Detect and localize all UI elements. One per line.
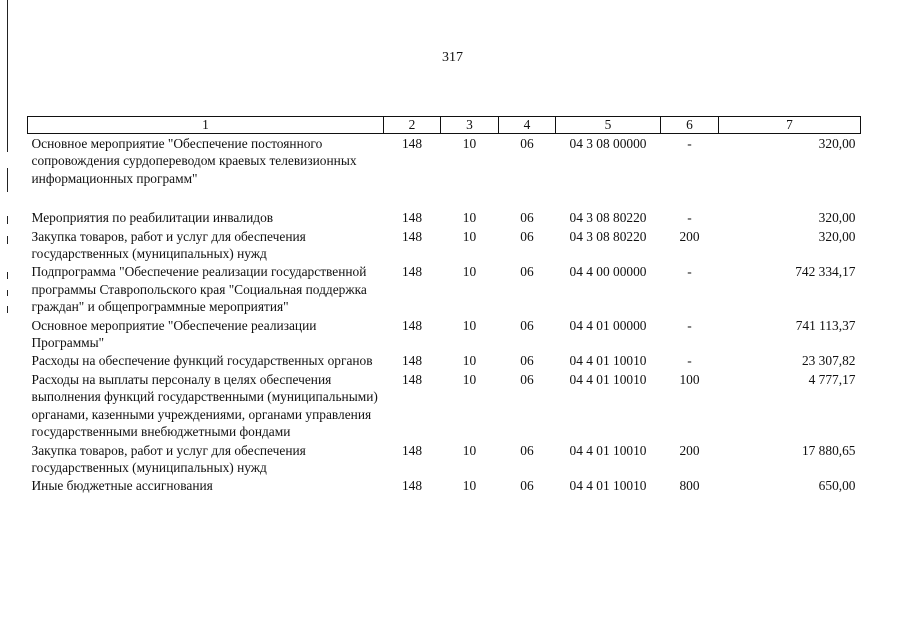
subsection-code: 06 [520,228,534,244]
item-name: Расходы на выплаты персоналу в целях обеспечения выполнения функций государственными (муниципальными) органами, казенными учреждениями, органами управления государственными внебюджетными фондами [31,371,378,440]
page-number: 317 [442,50,463,65]
subsection-code: 06 [520,478,534,494]
amount: 320,00 [818,228,856,244]
department-code: 148 [401,317,423,333]
target-article-code: 04 4 01 10010 [569,478,647,494]
column-header: 4 [499,117,556,134]
target-article-code: 04 3 08 80220 [569,210,647,226]
section-code: 10 [462,136,477,151]
expense-type-code: - [687,353,692,369]
department-code: 148 [401,210,423,226]
scan-edge-mark [7,290,8,296]
table-row [28,370,861,441]
table-row [28,208,861,226]
target-article-code: 04 4 01 00000 [569,317,647,333]
department-code: 148 [401,478,423,494]
department-code: 148 [401,353,423,369]
subsection-code: 06 [520,442,534,458]
table-row [28,351,861,369]
section-code: 10 [462,210,477,226]
department-code: 148 [401,136,423,151]
section-code: 10 [462,228,477,244]
target-article-code: 04 3 08 00000 [569,136,647,151]
expense-type-code: 800 [679,478,700,494]
amount: 650,00 [818,478,856,494]
subsection-code: 06 [520,210,534,226]
item-name: Закупка товаров, работ и услуг для обеспечения государственных (муниципальных) нужд [31,228,306,262]
budget-table [27,116,861,495]
target-article-code: 04 4 01 10010 [569,371,647,387]
target-article-code: 04 4 00 00000 [569,264,647,280]
section-code: 10 [462,317,477,333]
subsection-code: 06 [520,317,534,333]
column-header: 2 [384,117,441,134]
column-header: 5 [556,117,661,134]
column-header: 1 [28,117,384,134]
department-code: 148 [401,228,423,244]
department-code: 148 [401,442,423,458]
item-name: Мероприятия по реабилитации инвалидов [31,210,274,226]
department-code: 148 [401,371,423,387]
amount: 17 880,65 [801,442,856,458]
item-name: Иные бюджетные ассигнования [31,478,213,494]
subsection-code: 06 [520,264,534,280]
scan-edge-mark [7,272,8,279]
table-row [28,134,861,188]
column-header: 3 [441,117,499,134]
expense-type-code: - [687,210,692,226]
item-name: Основное мероприятие "Обеспечение реализации Программы" [31,317,317,351]
amount: 742 334,17 [795,264,856,280]
scan-edge-mark [7,216,8,224]
table-row [28,227,861,263]
column-header: 7 [719,117,861,134]
item-name: Расходы на обеспечение функций государственных органов [31,353,373,369]
section-code: 10 [462,478,477,494]
expense-type-code: - [687,317,692,333]
expense-type-code: - [687,136,692,151]
section-code: 10 [462,442,477,458]
item-name: Закупка товаров, работ и услуг для обеспечения государственных (муниципальных) нужд [31,442,306,475]
table-row [28,476,861,494]
table-row [28,441,861,477]
target-article-code: 04 3 08 80220 [569,228,647,244]
item-name: Подпрограмма "Обеспечение реализации государственной программы Ставропольского края "Социальная поддержка граждан" и общепрограммные мероприятия" [31,264,367,315]
target-article-code: 04 4 01 10010 [569,353,647,369]
amount: 741 113,37 [795,317,856,333]
section-code: 10 [462,353,477,369]
subsection-code: 06 [520,353,534,369]
header-row [28,117,861,134]
scan-edge-mark [7,236,8,244]
spacer-row [28,187,861,208]
scan-edge-mark [7,168,8,192]
item-name: Основное мероприятие "Обеспечение постоянного сопровождения сурдопереводом краевых телевизионных информационных программ" [31,136,357,186]
scan-edge-line [7,0,8,152]
target-article-code: 04 4 01 10010 [569,442,647,458]
scan-edge-mark [7,306,8,313]
table-row [28,316,861,352]
amount: 320,00 [818,136,856,151]
table-row [28,262,861,315]
amount: 320,00 [818,210,856,226]
section-code: 10 [462,371,477,387]
expense-type-code: 100 [679,371,700,387]
amount: 23 307,82 [801,353,856,369]
expense-type-code: - [687,264,692,280]
expense-type-code: 200 [679,442,700,458]
subsection-code: 06 [520,371,534,387]
subsection-code: 06 [520,136,534,151]
expense-type-code: 200 [679,228,700,244]
amount: 4 777,17 [808,371,856,387]
column-header: 6 [661,117,719,134]
section-code: 10 [462,264,477,280]
department-code: 148 [401,264,423,280]
